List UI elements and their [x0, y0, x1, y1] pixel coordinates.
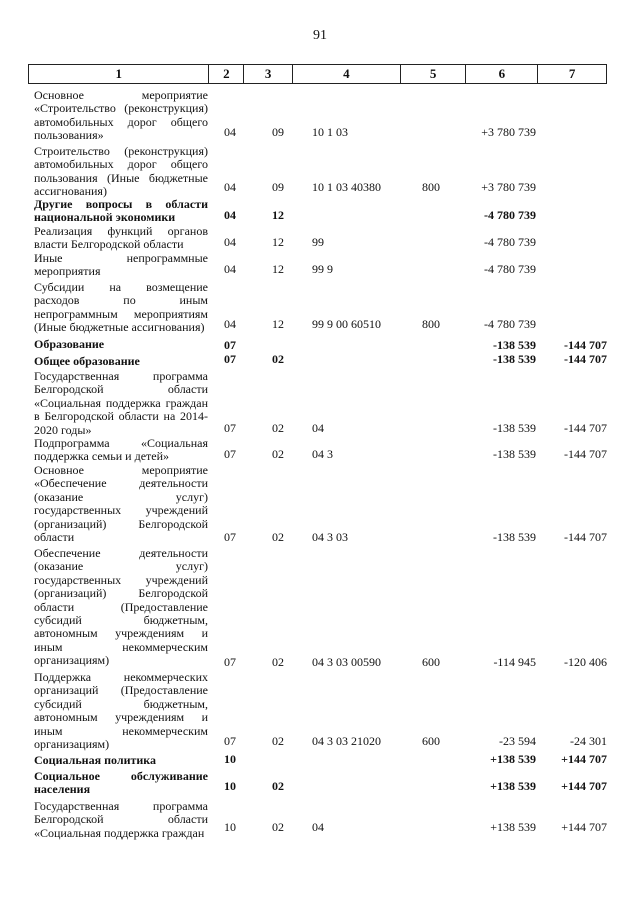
- row-cell-c5: 800: [422, 317, 440, 331]
- row-cell-c7: -24 301: [570, 734, 607, 748]
- row-description: Другие вопросы в области национальной экономики: [34, 197, 208, 225]
- row-cell-c2: 04: [224, 125, 236, 139]
- row-cell-c7: -144 707: [564, 352, 607, 366]
- row-cell-c4: 99: [312, 235, 324, 249]
- row-cell-c4: 04: [312, 820, 324, 834]
- row-description: Строительство (реконструкция) автомобильных дорог общего пользования (Иные бюджетные ассигнования): [34, 144, 208, 199]
- row-cell-c2: 07: [224, 530, 236, 544]
- row-description: Государственная программа Белгородской области «Социальная поддержка граждан в Белгородской области на 2014-2020 годы»: [34, 369, 208, 437]
- row-description: Государственная программа Белгородской области «Социальная поддержка граждан: [34, 799, 208, 840]
- row-cell-c2: 07: [224, 421, 236, 435]
- row-cell-c2: 10: [224, 779, 236, 793]
- row-cell-c3: 09: [272, 125, 284, 139]
- header-col-1: 1: [29, 65, 209, 83]
- row-cell-c6: -138 539: [493, 352, 536, 366]
- row-cell-c6: -4 780 739: [484, 235, 536, 249]
- row-cell-c2: 10: [224, 820, 236, 834]
- row-cell-c2: 10: [224, 752, 236, 766]
- row-cell-c6: -138 539: [493, 421, 536, 435]
- row-description: Поддержка некоммерческих организаций (Предоставление субсидий бюджетным, автономным учреждениям и иным некоммерческим организациям): [34, 670, 208, 752]
- row-cell-c4: 10 1 03 40380: [312, 180, 381, 194]
- header-col-2: 2: [209, 65, 244, 83]
- table-header: [28, 64, 607, 84]
- row-description: Общее образование: [34, 354, 140, 368]
- header-col-4: 4: [293, 65, 401, 83]
- row-description: Социальная политика: [34, 753, 157, 767]
- header-col-3: 3: [244, 65, 293, 83]
- row-cell-c6: +138 539: [490, 752, 536, 766]
- row-cell-c3: 02: [272, 655, 284, 669]
- row-cell-c7: -144 707: [564, 421, 607, 435]
- row-cell-c4: 04: [312, 421, 324, 435]
- row-cell-c5: 600: [422, 734, 440, 748]
- row-cell-c4: 04 3 03 00590: [312, 655, 381, 669]
- row-cell-c6: +138 539: [490, 820, 536, 834]
- row-cell-c2: 04: [224, 180, 236, 194]
- row-cell-c6: -23 594: [499, 734, 536, 748]
- row-cell-c2: 07: [224, 447, 236, 461]
- row-cell-c7: -120 406: [564, 655, 607, 669]
- row-description: Обеспечение деятельности (оказание услуг) государственных учреждений (организаций) Белгородской области (Предоставление субсидий бюджетным, автономным учреждениям и иным некоммерческим организациям): [34, 546, 208, 668]
- row-cell-c6: -4 780 739: [484, 262, 536, 276]
- row-cell-c4: 04 3: [312, 447, 333, 461]
- row-cell-c4: 04 3 03: [312, 530, 348, 544]
- row-cell-c7: -144 707: [564, 447, 607, 461]
- row-description: Субсидии на возмещение расходов по иным непрограммным мероприятиям (Иные бюджетные ассигнования): [34, 280, 208, 335]
- row-cell-c3: 09: [272, 180, 284, 194]
- row-cell-c6: -114 945: [493, 655, 536, 669]
- row-cell-c2: 07: [224, 734, 236, 748]
- row-cell-c4: 10 1 03: [312, 125, 348, 139]
- row-cell-c7: +144 707: [561, 752, 607, 766]
- row-cell-c3: 02: [272, 421, 284, 435]
- row-description: Основное мероприятие «Обеспечение деятельности (оказание услуг) государственных учреждений (организаций) Белгородской области: [34, 463, 208, 545]
- row-cell-c2: 07: [224, 338, 236, 352]
- header-col-5: 5: [401, 65, 467, 83]
- row-cell-c6: -138 539: [493, 447, 536, 461]
- row-cell-c2: 04: [224, 262, 236, 276]
- row-cell-c6: +3 780 739: [481, 180, 536, 194]
- row-cell-c4: 04 3 03 21020: [312, 734, 381, 748]
- row-cell-c3: 02: [272, 447, 284, 461]
- row-cell-c3: 02: [272, 779, 284, 793]
- row-description: Подпрограмма «Социальная поддержка семьи и детей»: [34, 436, 208, 464]
- row-cell-c2: 04: [224, 317, 236, 331]
- header-col-7: 7: [568, 66, 576, 81]
- row-cell-c3: 02: [272, 734, 284, 748]
- row-description: Социальное обслуживание населения: [34, 769, 208, 797]
- row-cell-c3: 02: [272, 352, 284, 366]
- row-description: Основное мероприятие «Строительство (реконструкция) автомобильных дорог общего пользования»: [34, 88, 208, 143]
- row-cell-c3: 12: [272, 317, 284, 331]
- row-cell-c3: 12: [272, 208, 284, 222]
- row-cell-c5: 600: [422, 655, 440, 669]
- row-cell-c4: 99 9 00 60510: [312, 317, 381, 331]
- row-cell-c2: 04: [224, 235, 236, 249]
- row-cell-c3: 02: [272, 820, 284, 834]
- row-cell-c2: 04: [224, 208, 236, 222]
- row-description: Иные непрограммные мероприятия: [34, 251, 208, 279]
- page-number: 91: [313, 28, 327, 43]
- row-cell-c7: +144 707: [561, 820, 607, 834]
- row-cell-c6: -4 780 739: [484, 208, 536, 222]
- row-cell-c4: 99 9: [312, 262, 333, 276]
- row-cell-c3: 12: [272, 235, 284, 249]
- row-cell-c2: 07: [224, 655, 236, 669]
- row-cell-c6: -4 780 739: [484, 317, 536, 331]
- row-cell-c7: -144 707: [564, 338, 607, 352]
- row-cell-c3: 02: [272, 530, 284, 544]
- row-cell-c7: +144 707: [561, 779, 607, 793]
- row-cell-c3: 12: [272, 262, 284, 276]
- row-cell-c6: +138 539: [490, 779, 536, 793]
- row-description: Образование: [34, 337, 105, 351]
- row-cell-c6: -138 539: [493, 530, 536, 544]
- row-cell-c6: +3 780 739: [481, 125, 536, 139]
- row-cell-c2: 07: [224, 352, 236, 366]
- header-col-6: 6: [466, 65, 538, 83]
- row-description: Реализация функций органов власти Белгородской области: [34, 224, 208, 252]
- row-cell-c5: 800: [422, 180, 440, 194]
- row-cell-c6: -138 539: [493, 338, 536, 352]
- row-cell-c7: -144 707: [564, 530, 607, 544]
